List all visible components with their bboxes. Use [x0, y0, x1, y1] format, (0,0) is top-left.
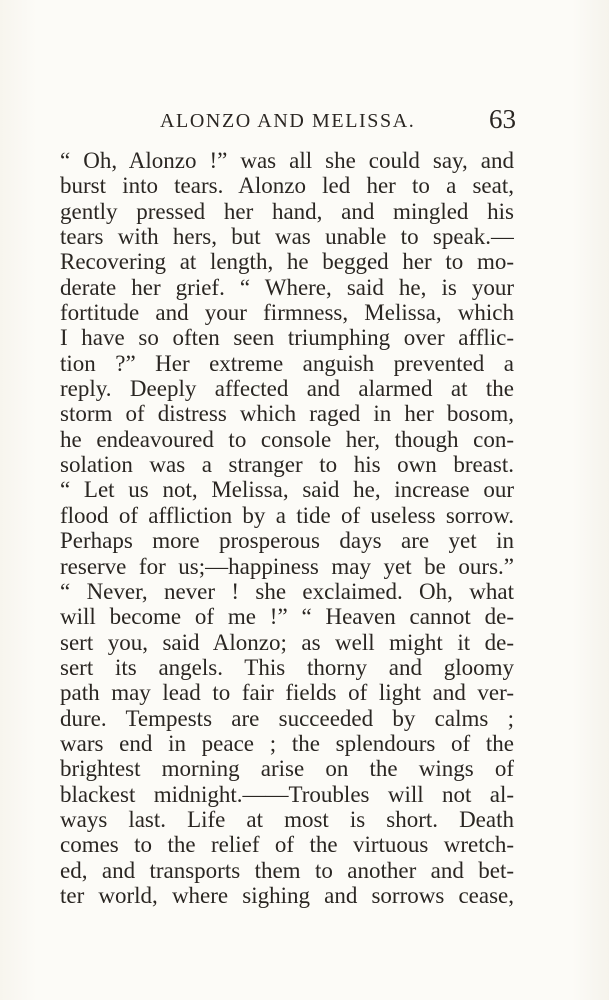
- text-line: I have so often seen triumphing over afflic-: [60, 325, 514, 351]
- text-line: “ Let us not, Melissa, said he, increase our: [60, 477, 514, 503]
- text-line: “ Never, never ! she exclaimed. Oh, what: [60, 578, 514, 604]
- text-line: gently pressed her hand, and mingled his: [60, 198, 514, 224]
- text-line: brightest morning arise on the wings of: [60, 756, 514, 782]
- text-line: sert its angels. This thorny and gloomy: [60, 654, 514, 680]
- body-text: [60, 148, 514, 908]
- running-title: ALONZO AND MELISSA.: [160, 110, 416, 132]
- text-line: tears with hers, but was unable to speak.—: [60, 224, 514, 250]
- text-line: Recovering at length, he begged her to mo-: [60, 249, 514, 275]
- text-line: solation was a stranger to his own breast.: [60, 452, 514, 478]
- text-line: reply. Deeply affected and alarmed at the: [60, 376, 514, 402]
- text-line: he endeavoured to console her, though con-: [60, 426, 514, 452]
- text-line: Perhaps more prosperous days are yet in: [60, 528, 514, 554]
- text-line: comes to the relief of the virtuous wretch-: [60, 832, 514, 858]
- text-line: flood of affliction by a tide of useless sorrow.: [60, 502, 514, 528]
- page-number: 63: [489, 104, 516, 134]
- text-line: wars end in peace ; the splendours of the: [60, 730, 514, 756]
- text-line: ter world, where sighing and sorrows cease,: [60, 882, 514, 908]
- text-line: storm of distress which raged in her bosom,: [60, 401, 514, 427]
- text-line: ways last. Life at most is short. Death: [60, 806, 514, 832]
- text-line: “ Oh, Alonzo !” was all she could say, and: [60, 148, 514, 173]
- text-line: will become of me !” “ Heaven cannot de-: [60, 604, 514, 630]
- text-line: tion ?” Her extreme anguish prevented a: [60, 350, 514, 376]
- text-line: blackest midnight.——Troubles will not al-: [60, 781, 514, 807]
- text-line: dure. Tempests are succeeded by calms ;: [60, 705, 514, 731]
- text-line: derate her grief. “ Where, said he, is your: [60, 274, 514, 300]
- text-line: ed, and transports them to another and bet-: [60, 857, 514, 883]
- text-line: fortitude and your firmness, Melissa, which: [60, 300, 514, 326]
- text-line: sert you, said Alonzo; as well might it de-: [60, 629, 514, 655]
- text-line: reserve for us;—happiness may yet be ours.”: [60, 553, 514, 579]
- text-line: path may lead to fair fields of light and ver-: [60, 680, 514, 706]
- running-header: [88, 104, 516, 138]
- text-line: burst into tears. Alonzo led her to a seat,: [60, 173, 514, 199]
